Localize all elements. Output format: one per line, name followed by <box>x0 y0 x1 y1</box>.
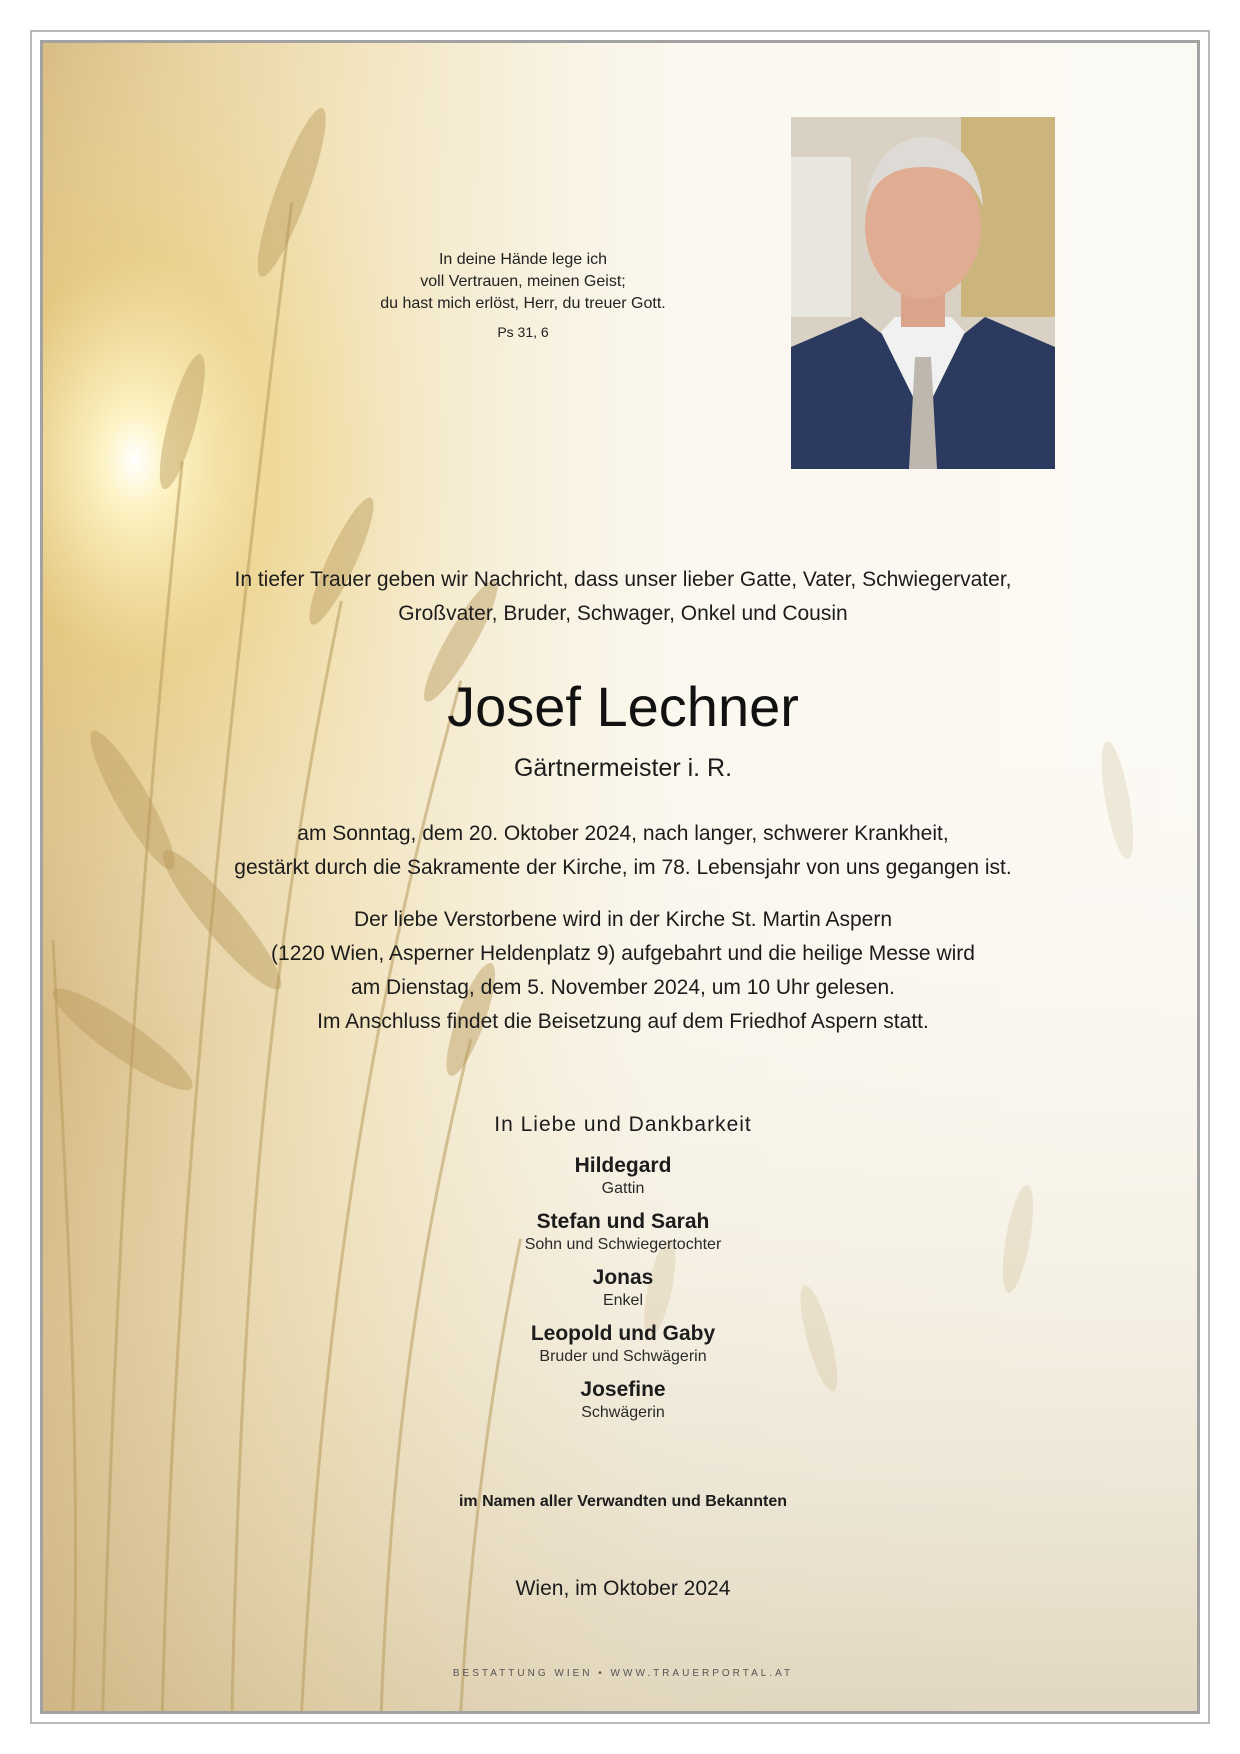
place-date: Wien, im Oktober 2024 <box>515 1577 731 1600</box>
member-role: Enkel <box>602 1292 644 1309</box>
family-member <box>363 1265 883 1311</box>
intro-text <box>163 563 1083 631</box>
intro-line: Großvater, Bruder, Schwager, Onkel und Cousin <box>398 602 848 625</box>
intro-line: In tiefer Trauer geben wir Nachricht, dass unser lieber Gatte, Vater, Schwiegervater, <box>234 568 1012 591</box>
detail-line: Der liebe Verstorbene wird in der Kirche St. Martin Aspern <box>353 908 893 931</box>
deceased-profession: Gärtnermeister i. R. <box>513 754 733 782</box>
death-details <box>153 817 1093 1039</box>
verse-reference: Ps 31, 6 <box>497 324 549 340</box>
detail-line: am Sonntag, dem 20. Oktober 2024, nach langer, schwerer Krankheit, <box>297 822 949 845</box>
bible-verse <box>313 249 733 343</box>
thanks-heading: In Liebe und Dankbarkeit <box>494 1113 752 1136</box>
family-member <box>363 1209 883 1255</box>
member-role: Bruder und Schwägerin <box>539 1348 707 1365</box>
detail-line: Im Anschluss findet die Beisetzung auf dem Friedhof Aspern statt. <box>317 1010 929 1033</box>
family-member <box>363 1377 883 1423</box>
member-role: Sohn und Schwiegertochter <box>524 1236 722 1253</box>
member-name: Hildegard <box>574 1154 672 1177</box>
member-role: Schwägerin <box>581 1404 665 1421</box>
footer-credit: BESTATTUNG WIEN • WWW.TRAUERPORTAL.AT <box>452 1668 794 1679</box>
verse-line: In deine Hände lege ich <box>438 251 608 268</box>
member-name: Leopold und Gaby <box>530 1322 716 1345</box>
family-member <box>363 1321 883 1367</box>
member-name: Jonas <box>592 1266 654 1289</box>
member-name: Josefine <box>580 1378 666 1401</box>
detail-line: (1220 Wien, Asperner Heldenplatz 9) aufgebahrt und die heilige Messe wird <box>271 942 975 965</box>
detail-line: am Dienstag, dem 5. November 2024, um 10 Uhr gelesen. <box>351 976 895 999</box>
member-role: Gattin <box>601 1180 645 1197</box>
deceased-name: Josef Lechner <box>447 675 799 738</box>
member-name: Stefan und Sarah <box>536 1210 710 1233</box>
portrait-photo <box>791 117 1055 469</box>
family-list <box>363 1153 883 1433</box>
obituary-card <box>40 40 1200 1714</box>
verse-line: du hast mich erlöst, Herr, du treuer Gott. <box>380 295 666 312</box>
detail-line: gestärkt durch die Sakramente der Kirche, im 78. Lebensjahr von uns gegangen ist. <box>234 856 1012 879</box>
family-member <box>363 1153 883 1199</box>
verse-line: voll Vertrauen, meinen Geist; <box>420 273 626 290</box>
closing-text: im Namen aller Verwandten und Bekannten <box>458 1493 788 1510</box>
